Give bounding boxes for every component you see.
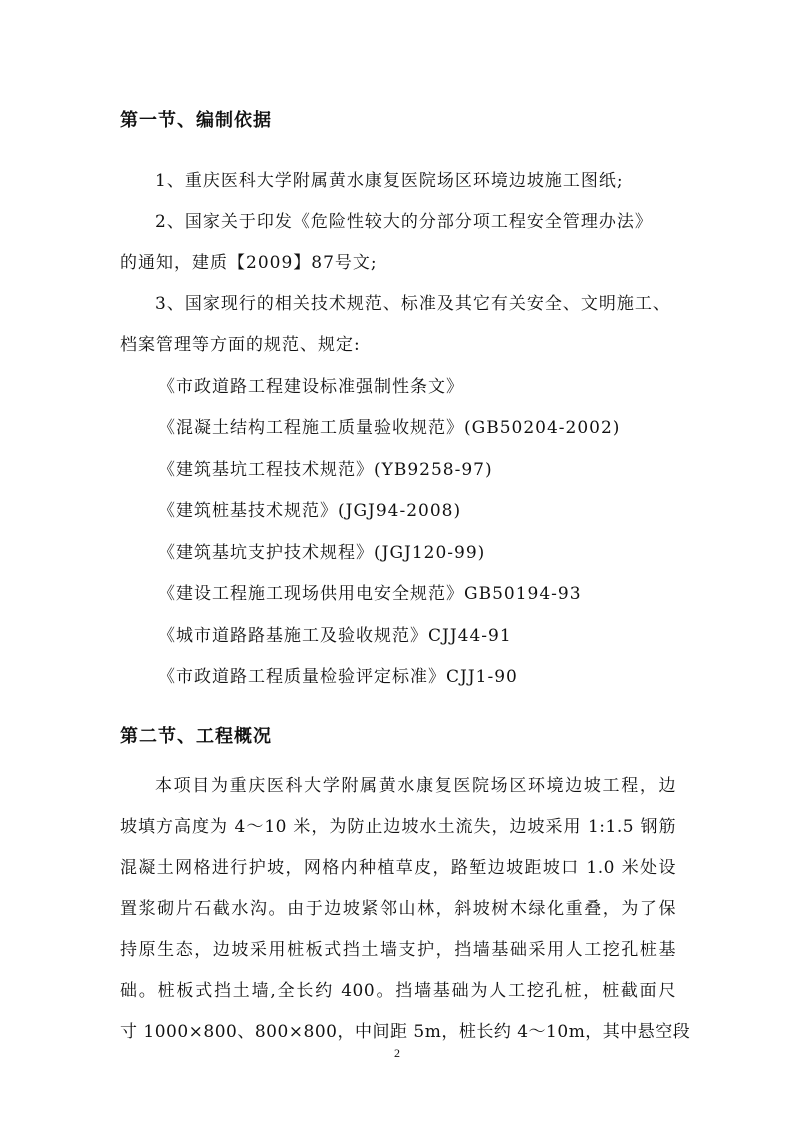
- reference-item: 《混凝土结构工程施工质量验收规范》(GB50204-2002): [158, 418, 621, 438]
- page-number: 2: [394, 1046, 400, 1060]
- basis-item-1: 1、重庆医科大学附属黄水康复医院场区环境边坡施工图纸;: [155, 171, 624, 191]
- section-1-heading: 第一节、编制依据: [120, 110, 272, 131]
- reference-item: 《建筑桩基技术规范》(JGJ94-2008): [158, 501, 462, 521]
- overview-line: 础。桩板式挡土墙,全长约 400。挡墙基础为人工挖孔桩，桩截面尺: [120, 981, 676, 1001]
- reference-item: 《建筑基坑工程技术规范》(YB9258-97): [158, 460, 493, 480]
- overview-line: 坡填方高度为 4～10 米，为防止边坡水土流失，边坡采用 1:1.5 钢筋: [120, 817, 676, 837]
- basis-item-3-cont: 档案管理等方面的规范、规定:: [120, 335, 361, 355]
- basis-item-2: 2、国家关于印发《危险性较大的分部分项工程安全管理办法》: [155, 212, 653, 232]
- overview-line: 置浆砌片石截水沟。由于边坡紧邻山林，斜坡树木绿化重叠，为了保: [120, 899, 676, 919]
- reference-item: 《建筑基坑支护技术规程》(JGJ120-99): [158, 543, 486, 563]
- section-2-heading: 第二节、工程概况: [120, 726, 272, 747]
- reference-item: 《市政道路工程质量检验评定标准》CJJ1-90: [158, 667, 518, 687]
- basis-item-3: 3、国家现行的相关技术规范、标准及其它有关安全、文明施工、: [155, 294, 671, 314]
- overview-line: 持原生态，边坡采用桩板式挡土墙支护，挡墙基础采用人工挖孔桩基: [120, 940, 676, 960]
- reference-item: 《建设工程施工现场供用电安全规范》GB50194-93: [158, 584, 582, 604]
- overview-line: 寸 1000×800、800×800，中间距 5m，桩长约 4～10m，其中悬空段: [120, 1022, 691, 1042]
- basis-item-2-cont: 的通知，建质【2009】87号文;: [120, 253, 378, 273]
- reference-item: 《城市道路路基施工及验收规范》CJJ44-91: [158, 626, 512, 646]
- overview-line: 混凝土网格进行护坡，网格内种植草皮，路堑边坡距坡口 1.0 米处设: [120, 858, 676, 878]
- overview-line: 本项目为重庆医科大学附属黄水康复医院场区环境边坡工程，边: [155, 776, 676, 796]
- reference-item: 《市政道路工程建设标准强制性条文》: [158, 377, 464, 397]
